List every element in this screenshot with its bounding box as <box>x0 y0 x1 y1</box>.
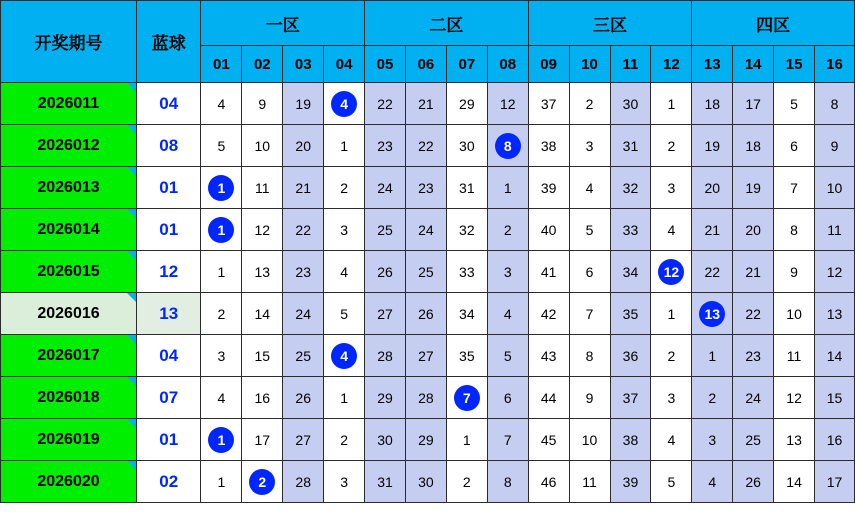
number-cell: 25 <box>405 251 446 293</box>
number-cell: 2 <box>487 209 528 251</box>
number-cell: 8 <box>815 83 855 125</box>
number-cell: 27 <box>283 419 324 461</box>
zone-header-3: 三区 <box>528 1 692 46</box>
blue-ball-cell: 12 <box>137 251 201 293</box>
column-header-02: 02 <box>242 46 283 83</box>
number-cell: 36 <box>610 335 651 377</box>
column-header-15: 15 <box>774 46 815 83</box>
number-cell: 14 <box>774 461 815 503</box>
number-cell: 34 <box>446 293 487 335</box>
drawn-ball: 1 <box>208 427 234 453</box>
number-cell: 24 <box>365 167 406 209</box>
number-cell: 42 <box>528 293 569 335</box>
number-cell: 7 <box>569 293 610 335</box>
number-cell: 8 <box>487 461 528 503</box>
drawn-number-cell <box>324 335 365 377</box>
number-cell: 5 <box>569 209 610 251</box>
number-cell: 38 <box>610 419 651 461</box>
number-cell: 31 <box>365 461 406 503</box>
column-header-09: 09 <box>528 46 569 83</box>
number-cell: 32 <box>446 209 487 251</box>
number-cell: 35 <box>610 293 651 335</box>
drawn-ball: 8 <box>495 133 521 159</box>
number-cell: 21 <box>733 251 774 293</box>
number-cell: 34 <box>610 251 651 293</box>
drawn-ball: 12 <box>658 259 684 285</box>
drawn-number-cell <box>242 461 283 503</box>
number-cell: 15 <box>815 377 855 419</box>
number-cell: 5 <box>487 335 528 377</box>
number-cell: 33 <box>446 251 487 293</box>
period-cell[interactable]: 2026016 <box>1 293 137 335</box>
number-cell: 12 <box>242 209 283 251</box>
number-cell: 29 <box>446 83 487 125</box>
number-cell: 32 <box>610 167 651 209</box>
number-cell: 26 <box>365 251 406 293</box>
column-header-11: 11 <box>610 46 651 83</box>
number-cell: 23 <box>365 125 406 167</box>
number-cell: 8 <box>569 335 610 377</box>
number-cell: 30 <box>365 419 406 461</box>
number-cell: 38 <box>528 125 569 167</box>
number-cell: 15 <box>242 335 283 377</box>
number-cell: 23 <box>283 251 324 293</box>
number-cell: 40 <box>528 209 569 251</box>
table-row <box>1 83 855 125</box>
blue-ball-cell: 04 <box>137 335 201 377</box>
blue-ball-cell: 01 <box>137 209 201 251</box>
number-cell: 9 <box>242 83 283 125</box>
column-header-01: 01 <box>201 46 242 83</box>
drawn-number-cell <box>692 293 733 335</box>
number-cell: 18 <box>733 125 774 167</box>
drawn-number-cell <box>201 167 242 209</box>
number-cell: 4 <box>201 83 242 125</box>
number-cell: 8 <box>774 209 815 251</box>
number-cell: 5 <box>324 293 365 335</box>
period-cell[interactable]: 2026014 <box>1 209 137 251</box>
column-header-05: 05 <box>365 46 406 83</box>
number-cell: 2 <box>651 335 692 377</box>
table-row <box>1 209 855 251</box>
number-cell: 10 <box>774 293 815 335</box>
column-header-04: 04 <box>324 46 365 83</box>
number-cell: 26 <box>283 377 324 419</box>
column-header-10: 10 <box>569 46 610 83</box>
number-cell: 2 <box>324 167 365 209</box>
number-cell: 20 <box>692 167 733 209</box>
number-cell: 5 <box>774 83 815 125</box>
drawn-number-cell <box>651 251 692 293</box>
column-header-13: 13 <box>692 46 733 83</box>
blue-ball-cell: 01 <box>137 167 201 209</box>
period-cell[interactable]: 2026013 <box>1 167 137 209</box>
number-cell: 12 <box>487 83 528 125</box>
table-header <box>1 1 855 83</box>
number-cell: 2 <box>651 125 692 167</box>
number-cell: 1 <box>487 167 528 209</box>
number-cell: 11 <box>569 461 610 503</box>
blue-ball-cell: 08 <box>137 125 201 167</box>
number-cell: 22 <box>365 83 406 125</box>
number-cell: 28 <box>405 377 446 419</box>
table-row <box>1 335 855 377</box>
number-cell: 14 <box>815 335 855 377</box>
column-header-06: 06 <box>405 46 446 83</box>
number-cell: 22 <box>405 125 446 167</box>
number-cell: 28 <box>365 335 406 377</box>
number-cell: 5 <box>201 125 242 167</box>
zone-header-1: 一区 <box>201 1 365 46</box>
column-header-08: 08 <box>487 46 528 83</box>
number-cell: 31 <box>610 125 651 167</box>
number-cell: 12 <box>774 377 815 419</box>
number-cell: 21 <box>283 167 324 209</box>
number-cell: 30 <box>405 461 446 503</box>
number-cell: 22 <box>283 209 324 251</box>
number-cell: 9 <box>815 125 855 167</box>
number-cell: 43 <box>528 335 569 377</box>
drawn-ball: 1 <box>208 175 234 201</box>
number-cell: 3 <box>692 419 733 461</box>
number-cell: 35 <box>446 335 487 377</box>
number-cell: 2 <box>569 83 610 125</box>
number-cell: 20 <box>733 209 774 251</box>
zone-header-4: 四区 <box>692 1 855 46</box>
table-row <box>1 251 855 293</box>
table-row <box>1 167 855 209</box>
number-cell: 12 <box>815 251 855 293</box>
header-period: 开奖期号 <box>1 1 137 83</box>
number-cell: 7 <box>774 167 815 209</box>
blue-ball-cell: 01 <box>137 419 201 461</box>
drawn-ball: 4 <box>331 91 357 117</box>
number-cell: 9 <box>774 251 815 293</box>
number-cell: 3 <box>201 335 242 377</box>
number-cell: 33 <box>610 209 651 251</box>
number-cell: 1 <box>651 293 692 335</box>
drawn-number-cell <box>446 377 487 419</box>
number-cell: 2 <box>446 461 487 503</box>
number-cell: 4 <box>692 461 733 503</box>
drawn-number-cell <box>487 125 528 167</box>
period-cell[interactable]: 2026019 <box>1 419 137 461</box>
period-cell[interactable]: 2026018 <box>1 377 137 419</box>
number-cell: 24 <box>405 209 446 251</box>
number-cell: 3 <box>651 377 692 419</box>
drawn-number-cell <box>201 209 242 251</box>
table-row <box>1 419 855 461</box>
number-cell: 31 <box>446 167 487 209</box>
number-cell: 1 <box>201 251 242 293</box>
column-header-07: 07 <box>446 46 487 83</box>
number-cell: 6 <box>774 125 815 167</box>
number-cell: 1 <box>201 461 242 503</box>
number-cell: 6 <box>487 377 528 419</box>
number-cell: 30 <box>610 83 651 125</box>
number-cell: 25 <box>283 335 324 377</box>
number-cell: 4 <box>651 419 692 461</box>
number-cell: 41 <box>528 251 569 293</box>
table-row <box>1 125 855 167</box>
column-header-12: 12 <box>651 46 692 83</box>
number-cell: 3 <box>569 125 610 167</box>
number-cell: 4 <box>651 209 692 251</box>
number-cell: 17 <box>733 83 774 125</box>
column-header-16: 16 <box>815 46 855 83</box>
blue-ball-cell: 04 <box>137 83 201 125</box>
number-cell: 11 <box>774 335 815 377</box>
drawn-ball: 4 <box>331 343 357 369</box>
number-cell: 9 <box>569 377 610 419</box>
number-cell: 26 <box>733 461 774 503</box>
number-cell: 5 <box>651 461 692 503</box>
number-cell: 30 <box>446 125 487 167</box>
number-cell: 1 <box>651 83 692 125</box>
number-cell: 1 <box>446 419 487 461</box>
number-cell: 3 <box>487 251 528 293</box>
drawn-number-cell <box>201 419 242 461</box>
number-cell: 25 <box>733 419 774 461</box>
drawn-ball: 2 <box>249 469 275 495</box>
number-cell: 6 <box>569 251 610 293</box>
number-cell: 2 <box>324 419 365 461</box>
number-cell: 18 <box>692 83 733 125</box>
table-row <box>1 461 855 503</box>
drawn-ball: 7 <box>454 385 480 411</box>
number-cell: 3 <box>651 167 692 209</box>
period-cell[interactable]: 2026011 <box>1 83 137 125</box>
number-cell: 23 <box>733 335 774 377</box>
number-cell: 13 <box>242 251 283 293</box>
number-cell: 45 <box>528 419 569 461</box>
number-cell: 14 <box>242 293 283 335</box>
period-cell[interactable]: 2026020 <box>1 461 137 503</box>
number-cell: 19 <box>692 125 733 167</box>
header-blue-ball: 蓝球 <box>137 1 201 83</box>
number-cell: 7 <box>487 419 528 461</box>
number-cell: 4 <box>487 293 528 335</box>
number-cell: 22 <box>733 293 774 335</box>
number-cell: 11 <box>242 167 283 209</box>
period-cell[interactable]: 2026015 <box>1 251 137 293</box>
number-cell: 4 <box>324 251 365 293</box>
number-cell: 4 <box>201 377 242 419</box>
number-cell: 22 <box>692 251 733 293</box>
number-cell: 29 <box>405 419 446 461</box>
number-cell: 4 <box>569 167 610 209</box>
number-cell: 27 <box>365 293 406 335</box>
number-cell: 39 <box>610 461 651 503</box>
number-cell: 10 <box>815 167 855 209</box>
blue-ball-cell: 07 <box>137 377 201 419</box>
number-cell: 1 <box>324 377 365 419</box>
number-cell: 13 <box>815 293 855 335</box>
period-cell[interactable]: 2026017 <box>1 335 137 377</box>
period-cell[interactable]: 2026012 <box>1 125 137 167</box>
number-cell: 10 <box>242 125 283 167</box>
number-cell: 19 <box>733 167 774 209</box>
number-cell: 20 <box>283 125 324 167</box>
number-cell: 37 <box>610 377 651 419</box>
table-body <box>1 83 855 503</box>
number-cell: 1 <box>692 335 733 377</box>
number-cell: 10 <box>569 419 610 461</box>
number-cell: 1 <box>324 125 365 167</box>
drawn-ball: 13 <box>699 301 725 327</box>
number-cell: 13 <box>774 419 815 461</box>
number-cell: 44 <box>528 377 569 419</box>
number-cell: 17 <box>242 419 283 461</box>
zone-header-2: 二区 <box>365 1 529 46</box>
number-cell: 17 <box>815 461 855 503</box>
number-cell: 39 <box>528 167 569 209</box>
number-cell: 37 <box>528 83 569 125</box>
number-cell: 16 <box>242 377 283 419</box>
blue-ball-cell: 02 <box>137 461 201 503</box>
number-cell: 46 <box>528 461 569 503</box>
number-cell: 2 <box>201 293 242 335</box>
number-cell: 2 <box>692 377 733 419</box>
number-cell: 27 <box>405 335 446 377</box>
number-cell: 24 <box>283 293 324 335</box>
table-row <box>1 377 855 419</box>
number-cell: 19 <box>283 83 324 125</box>
column-header-03: 03 <box>283 46 324 83</box>
table-row <box>1 293 855 335</box>
number-cell: 25 <box>365 209 406 251</box>
number-cell: 29 <box>365 377 406 419</box>
number-cell: 3 <box>324 209 365 251</box>
number-cell: 28 <box>283 461 324 503</box>
column-header-14: 14 <box>733 46 774 83</box>
drawn-number-cell <box>324 83 365 125</box>
number-cell: 21 <box>692 209 733 251</box>
number-cell: 11 <box>815 209 855 251</box>
drawn-ball: 1 <box>208 217 234 243</box>
number-cell: 16 <box>815 419 855 461</box>
number-cell: 24 <box>733 377 774 419</box>
number-cell: 26 <box>405 293 446 335</box>
number-cell: 23 <box>405 167 446 209</box>
number-cell: 21 <box>405 83 446 125</box>
number-cell: 3 <box>324 461 365 503</box>
blue-ball-cell: 13 <box>137 293 201 335</box>
